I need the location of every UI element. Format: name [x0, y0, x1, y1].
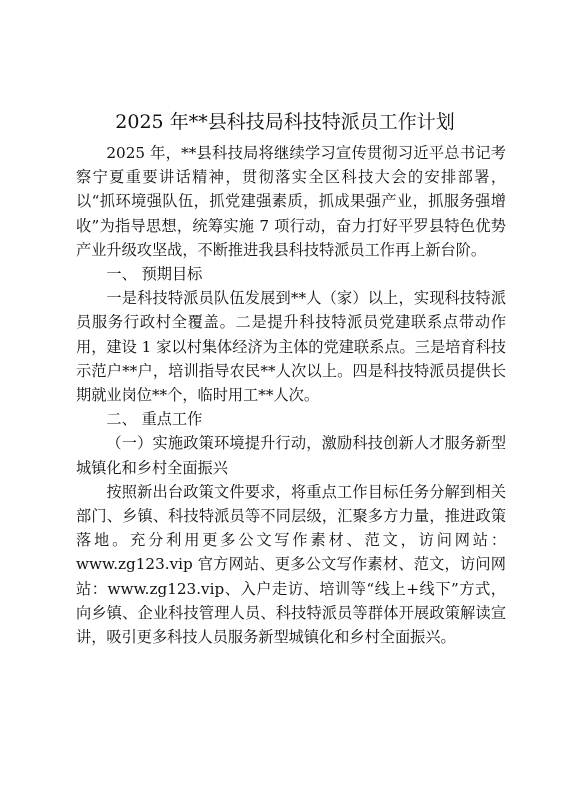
policy-paragraph: 按照新出台政策文件要求，将重点工作目标任务分解到相关部门、乡镇、科技特派员等不同层级，汇聚多方力量，推进政策落地。充分利用更多公文写作素材、范文，访问网站：www.zg123.vip 官方网站、更多公文写作素材、范文，访问网站：www.zg123.vip、入户走访、培训等“线上+线下”方式，向乡镇、企业科技管理人员、科技特派员等群体开展政策解读宣讲，吸引更多科技人员服务新型城镇化和乡村全面振兴。	[76, 482, 506, 647]
document-body	[76, 141, 506, 649]
section-heading-key-work: 二、 重点工作	[106, 410, 203, 429]
section-heading-goals: 一、 预期目标	[106, 265, 203, 284]
document-title: 2025 年**县科技局科技特派员工作计划	[115, 111, 455, 133]
goals-paragraph: 一是科技特派员队伍发展到**人（家）以上，实现科技特派员服务行政村全覆盖。二是提升科技特派员党建联系点带动作用，建设 1 家以村集体经济为主体的党建联系点。三是培育科技示范户**户，培训指导农民**人次以上。四是科技特派员提供长期就业岗位**个，临时用工**人次。	[76, 289, 506, 405]
intro-paragraph: 2025 年，**县科技局将继续学习宣传贯彻习近平总书记考察宁夏重要讲话精神，贯彻落实全区科技大会的安排部署，以“抓环境强队伍，抓党建强素质，抓成果强产业，抓服务强增收”为指导思想，统筹实施 7 项行动，奋力打好平罗县特色优势产业升级攻坚战，不断推进我县科技特派员工作再上新台阶。	[76, 144, 506, 259]
subsection-heading-policy: （一）实施政策环境提升行动，激励科技创新人才服务新型城镇化和乡村全面振兴	[76, 434, 506, 477]
